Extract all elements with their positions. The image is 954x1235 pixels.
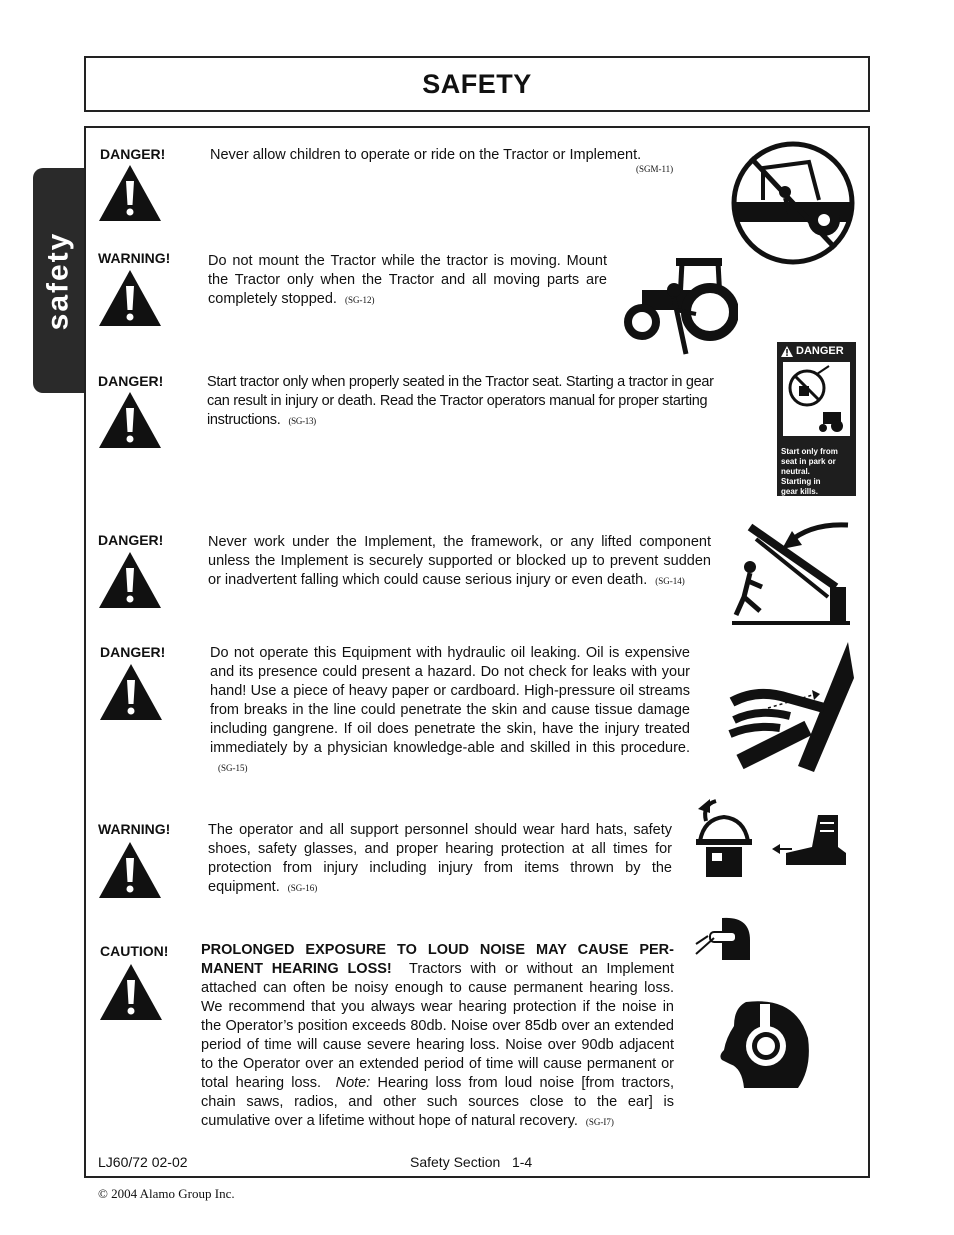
section-text: Never work under the Implement, the framework, or any lifted component unless the Implement is securely supported or blocked up to prevent sudden or inadvertent falling which could cause serious injury or even death. (SG-14) (208, 534, 711, 588)
copyright: © 2004 Alamo Group Inc. (98, 1186, 235, 1201)
tractor-start-hazard-icon (783, 362, 850, 436)
section-text: Do not operate this Equipment with hydraulic oil leaking. Oil is expensive and its presence could present a hazard. Do not check for leaks with your hand! Use a piece of heavy paper or cardboard. High-pressure oil streams from breaks in the line could penetrate the skin and cause tissue damage including gangrene. If oil does penetrate the skin, have the injury treated immediately by a physician knowledge-able and skilled in this procedure.(SG-15) (210, 645, 690, 773)
no-riders-icon (729, 140, 857, 266)
section-code: (SGM-11) (636, 164, 674, 174)
section-text: The operator and all support personnel should wear hard hats, safety shoes, safety glasses, and proper hearing protection at all times for protection from injury including injury from items thrown by the equipment. (SG-16) (208, 822, 672, 895)
signal-word-danger: DANGER! (98, 532, 164, 548)
signal-word-caution: CAUTION! (100, 943, 169, 959)
signal-word-warning: WARNING! (98, 821, 171, 837)
signal-word-warning: WARNING! (98, 250, 171, 266)
hard-hat-icon (694, 797, 752, 881)
warning-triangle-icon (97, 268, 163, 328)
section-text: PROLONGED EXPOSURE TO LOUD NOISE MAY CAUSE PER-MANENT HEARING LOSS! Tractors with or without an Implement attached can often be noisy enough to cause permanent hearing loss. We recommend that you always wear hearing protection if the noise in the Operator’s position exceeds 80db. Noise over 85db over an extended period of time will cause severe hearing loss. Noise over 90db adjacent to the Operator over an extended period of time will cause permanent or total hearing loss. Note: Hearing loss from loud noise [from tractors, chain saws, radios, and other such sources close to the ear] is cumulative over a lifetime without hope of natural recovery. (SG-I7) (201, 942, 675, 1129)
section-text: Never allow children to operate or ride on the Tractor or Implement. (210, 147, 642, 163)
warning-triangle-icon (98, 662, 164, 722)
hydraulic-leak-icon (728, 638, 856, 772)
section-text: Do not mount the Tractor while the tractor is moving. Mount the Tractor only when the Tractor and all moving parts are completely stopped. (SG-12) (208, 253, 607, 307)
footer-model: LJ60/72 02-02 (98, 1154, 188, 1170)
decal-text: Start only from seat in park or neutral. Starting in gear kills. (781, 447, 838, 496)
signal-word-danger: DANGER! (100, 644, 166, 660)
warning-triangle-icon (97, 840, 163, 900)
warning-triangle-icon (98, 962, 164, 1022)
footer-section: Safety Section 1-4 (410, 1154, 533, 1170)
signal-word-danger: DANGER! (98, 373, 164, 389)
safety-glasses-icon (694, 914, 752, 962)
hearing-protection-icon (716, 998, 812, 1090)
signal-word-danger: DANGER! (100, 146, 166, 162)
safety-shoes-icon (772, 813, 848, 869)
section-text: Start tractor only when properly seated in the Tractor seat. Starting a tractor in gear can result in injury or death. Read the Tractor operators manual for proper starting instructions. (SG-13) (207, 374, 714, 428)
page-title: SAFETY (422, 68, 532, 99)
warning-triangle-icon (97, 163, 163, 223)
page-title-box (84, 56, 870, 112)
side-tab-label: safety (41, 231, 75, 330)
crush-hazard-icon (730, 515, 852, 627)
mounting-tractor-icon (624, 250, 738, 360)
warning-triangle-icon (781, 346, 793, 357)
warning-triangle-icon (97, 550, 163, 610)
start-from-seat-decal (777, 342, 856, 496)
warning-triangle-icon (97, 390, 163, 450)
section-side-tab (33, 168, 84, 393)
decal-header: DANGER (777, 342, 856, 360)
